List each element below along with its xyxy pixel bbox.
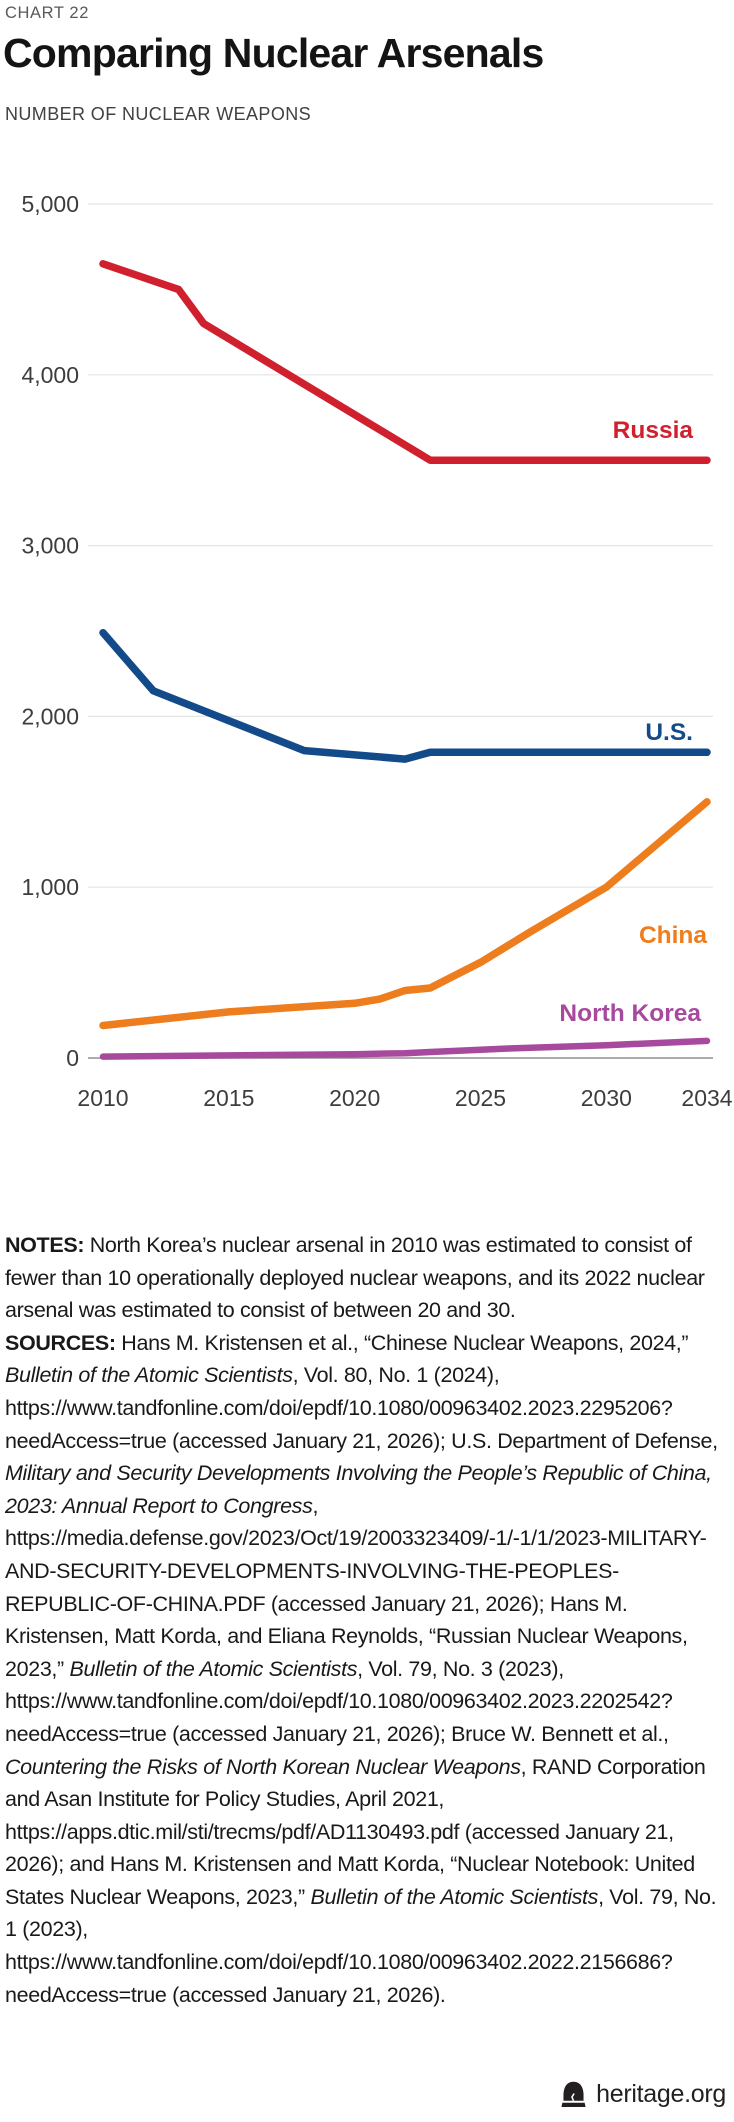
y-tick-label-3000: 3,000: [21, 532, 79, 559]
notes-sources-block: [5, 1229, 728, 2011]
sources-segment: Bulletin of the Atomic Scientists: [5, 1363, 293, 1388]
y-tick-label-0: 0: [66, 1045, 79, 1071]
series-label-north-korea: North Korea: [559, 1000, 701, 1027]
series-line-north-korea: [103, 1041, 707, 1057]
sources-segment: Bulletin of the Atomic Scientists: [310, 1884, 599, 1909]
x-tick-label-2015: 2015: [203, 1085, 255, 1111]
x-tick-label-2034: 2034: [681, 1085, 733, 1111]
sources-segment: Bulletin of the Atomic Scientists: [69, 1656, 358, 1681]
x-tick-label-2025: 2025: [454, 1085, 507, 1111]
sources-label: SOURCES:: [5, 1330, 116, 1355]
sources-text: [5, 1331, 718, 2007]
sources-segment: , Vol. 79, No. 1 (2023), https://www.tandfonline.com/doi/epdf/10.1080/00963402.2022.2156686?needAccess=true (accessed January 21, 2026).: [5, 1884, 717, 2007]
x-tick-label-2020: 2020: [329, 1085, 381, 1111]
sources-segment: , https://media.defense.gov/2023/Oct/19/2003323409/-1/-1/1/2023-MILITARY-AND-SECURITY-DEVELOPMENTS-INVOLVING-THE-PEOPLES-REPUBLIC-OF-CHINA.PDF (accessed January 21, 2026); Hans M. Kristensen, Matt Korda, and Eliana Reynolds, “Russian Nuclear Weapons, 2023,”: [5, 1493, 707, 1681]
sources-paragraph: [5, 1327, 728, 2011]
x-tick-label-2010: 2010: [77, 1085, 129, 1111]
heritage-bell-icon: [560, 2080, 587, 2109]
sources-segment: , Vol. 79, No. 3 (2023), https://www.tandfonline.com/doi/epdf/10.1080/00963402.2023.2202542?needAccess=true (accessed January 21, 2026); Bruce W. Bennett et al.,: [5, 1656, 673, 1746]
sources-segment: Military and Security Developments Involving the People’s Republic of China, 2023: Annual Report to Congress: [5, 1461, 712, 1518]
y-tick-label-4000: 4,000: [21, 361, 79, 388]
sources-segment: , RAND Corporation and Asan Institute for Policy Studies, April 2021, https://apps.dtic.mil/sti/trecms/pdf/AD1130493.pdf (accessed January 21, 2026); and Hans M. Kristensen and Matt Korda, “Nuclear Notebook: United States Nuclear Weapons, 2023,”: [5, 1754, 706, 1909]
series-label-china: China: [638, 922, 707, 949]
notes-label: NOTES:: [5, 1233, 85, 1257]
series-label-russia: Russia: [612, 417, 693, 444]
notes-paragraph: [5, 1229, 728, 1327]
nuclear-arsenals-line-chart: [0, 140, 734, 1115]
sources-segment: , Vol. 80, No. 1 (2024), https://www.tandfonline.com/doi/epdf/10.1080/00963402.2023.2295206?needAccess=true (accessed January 21, 2026); U.S. Department of Defense,: [5, 1363, 718, 1453]
heritage-brand-link[interactable]: heritage.org: [596, 2080, 726, 2108]
footer: [560, 2080, 726, 2109]
series-label-u-s-: U.S.: [645, 719, 693, 746]
y-tick-label-2000: 2,000: [21, 703, 79, 730]
series-line-china: [103, 802, 707, 1026]
sources-segment: Hans M. Kristensen et al., “Chinese Nuclear Weapons, 2024,”: [115, 1330, 689, 1355]
y-tick-label-1000: 1,000: [21, 874, 79, 901]
series-line-u-s-: [103, 633, 707, 759]
chart-kicker: CHART 22: [5, 4, 89, 22]
x-tick-label-2030: 2030: [580, 1085, 632, 1111]
page-title: Comparing Nuclear Arsenals: [3, 30, 544, 76]
notes-text: North Korea’s nuclear arsenal in 2010 was estimated to consist of fewer than 10 operationally deployed nuclear weapons, and its 2022 nuclear arsenal was estimated to consist of between 20 and 30.: [5, 1233, 705, 1323]
sources-segment: Countering the Risks of North Korean Nuclear Weapons: [5, 1754, 521, 1779]
y-tick-label-5000: 5,000: [21, 191, 79, 217]
y-axis-title: NUMBER OF NUCLEAR WEAPONS: [5, 104, 312, 124]
